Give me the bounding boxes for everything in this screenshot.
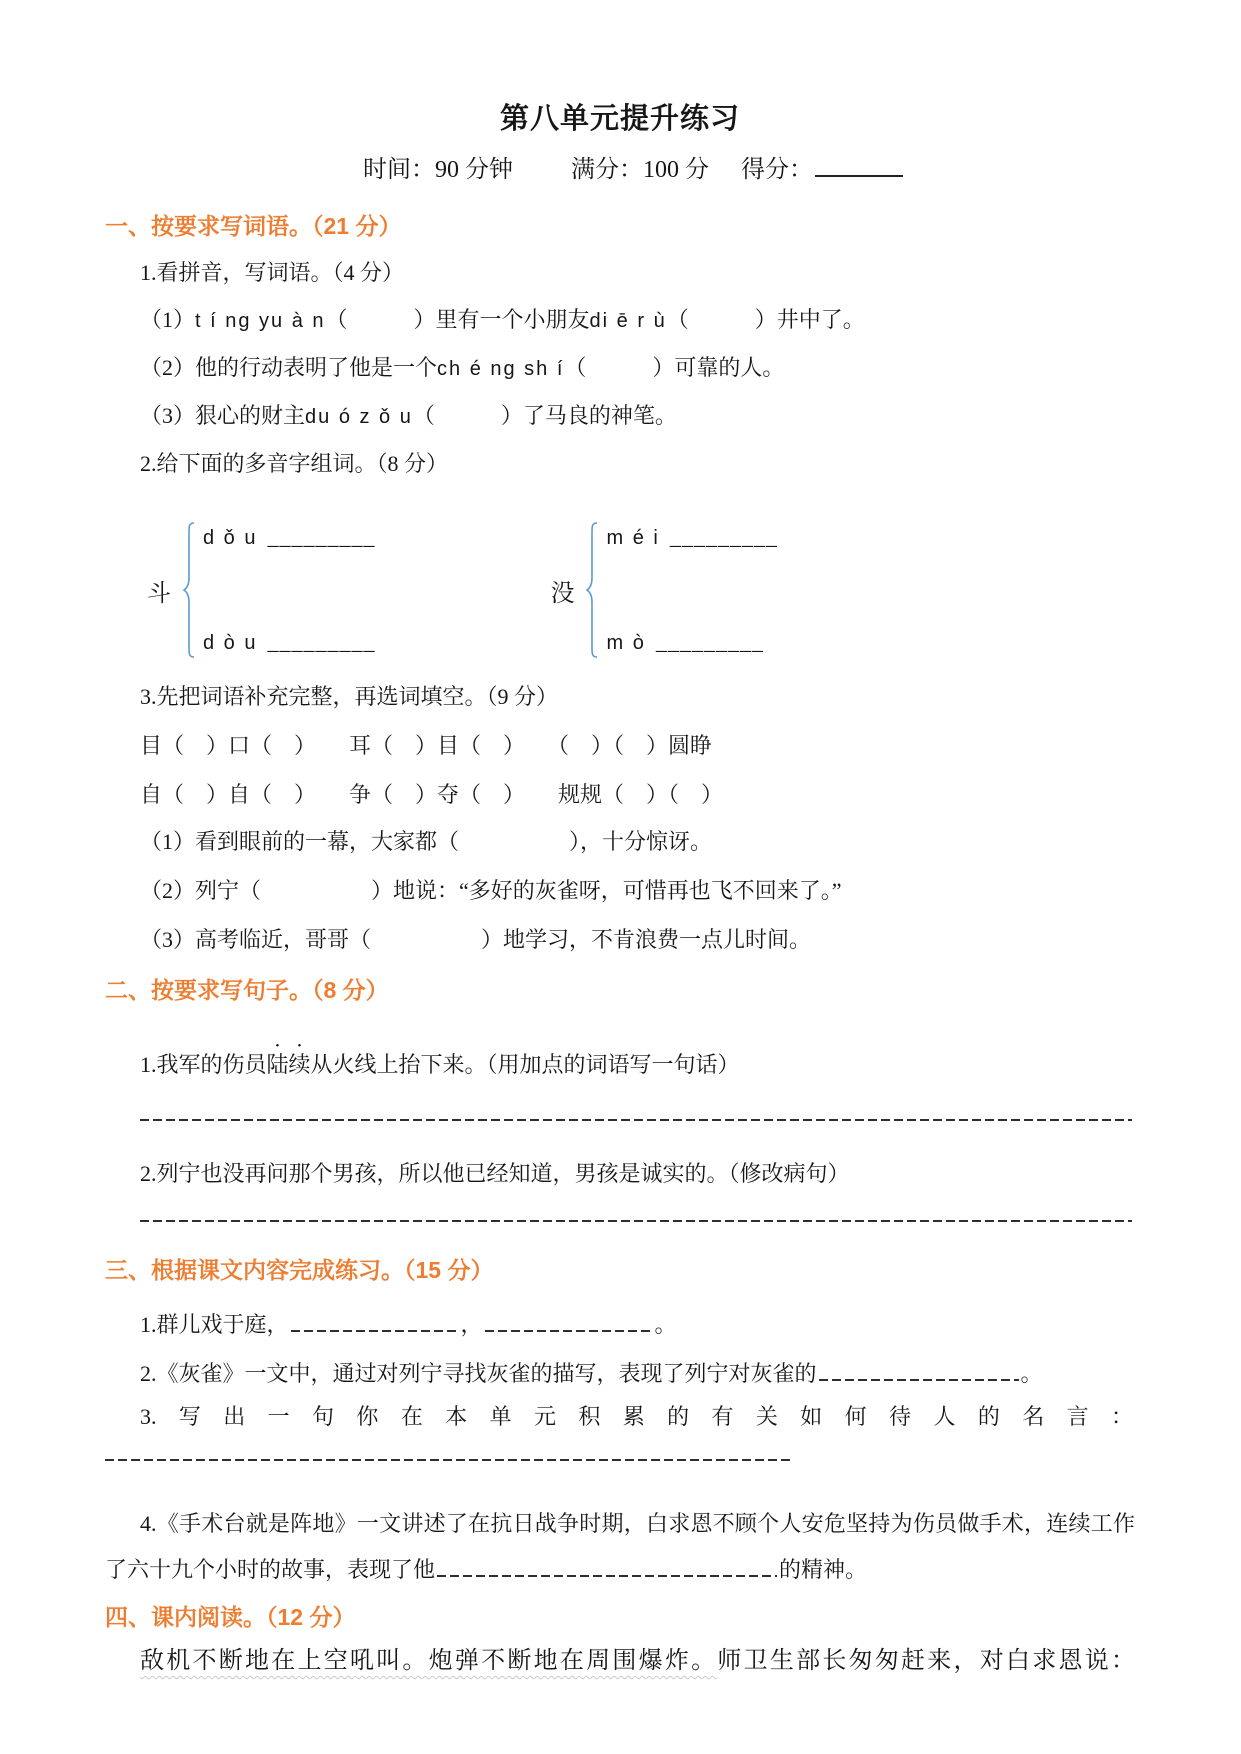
pinyin-run: di ē r ù bbox=[589, 310, 667, 332]
pinyin-run: du ó z ǒ u bbox=[305, 406, 413, 428]
question-1-2-title: 2.给下面的多音字组词。（8 分） bbox=[140, 451, 449, 476]
duoyin-char: 斗 bbox=[147, 580, 171, 607]
text-run: 4.《手术台就是阵地》一文讲述了在抗日战争时期，白求恩不顾个人安危坚持为伤员做手术，连续工作了六十九个小时的故事，表现了他 bbox=[105, 1511, 1135, 1582]
section-3-heading: 三、根据课文内容完成练习。（15 分） bbox=[105, 1257, 494, 1283]
page-title: 第八单元提升练习 bbox=[499, 103, 740, 135]
emphasized-word: 陆续 bbox=[266, 1052, 311, 1077]
pinyin-run: m ò bbox=[606, 632, 646, 654]
score-label: 得分： bbox=[741, 157, 813, 183]
text-run: （3）狠心的财主 bbox=[140, 403, 306, 428]
duoyin-answers bbox=[606, 524, 777, 656]
fill-blank bbox=[485, 1330, 653, 1332]
time-label: 时间：90 分钟 bbox=[363, 157, 513, 183]
text-run: 1.群儿戏于庭， bbox=[140, 1312, 289, 1337]
duoyin-row bbox=[203, 629, 375, 656]
curly-brace-icon bbox=[181, 520, 197, 660]
text-run: （ ）了马良的神笔。 bbox=[412, 403, 677, 428]
section-1-heading: 一、按要求写词语。（21 分） bbox=[105, 213, 402, 239]
question-1-1-title: 1.看拼音，写词语。（4 分） bbox=[140, 260, 405, 285]
answer-line bbox=[140, 1119, 1132, 1121]
answer-line bbox=[140, 1220, 1132, 1222]
text-run: 2.《灰雀》一文中，通过对列宁寻找灰雀的描写，表现了列宁对灰雀的 bbox=[140, 1361, 817, 1386]
section-3 bbox=[105, 1254, 1135, 1593]
section-1 bbox=[105, 210, 1135, 956]
text-run: （ ）井中了。 bbox=[666, 307, 865, 332]
page-header bbox=[105, 96, 1135, 184]
recite-question-4 bbox=[105, 1501, 1135, 1593]
text-run: （ ）里有一个小朋友 bbox=[325, 307, 590, 332]
text-run: 师卫生部长匆匆赶来，对白求恩说： bbox=[717, 1648, 1136, 1674]
sentence-task-1 bbox=[140, 1040, 1135, 1081]
text-run: （1） bbox=[140, 307, 196, 332]
pinyin-run: m é i bbox=[606, 527, 660, 549]
section-2-heading: 二、按要求写句子。（8 分） bbox=[105, 977, 389, 1003]
write-blank: _________ bbox=[267, 524, 376, 549]
pinyin-run: d ǒ u bbox=[203, 527, 258, 549]
text-run: ， bbox=[460, 1312, 483, 1337]
pinyin-item-2 bbox=[140, 351, 1135, 386]
curly-brace-icon bbox=[584, 520, 600, 660]
section-2 bbox=[105, 974, 1135, 1222]
word-completion-row: 目（ ）口（ ） 耳（ ）目（ ） （ ）（ ）圆睁 bbox=[140, 733, 713, 758]
duoyin-row bbox=[203, 524, 375, 551]
section-4 bbox=[105, 1601, 1135, 1679]
write-blank: _________ bbox=[669, 524, 778, 549]
pinyin-run: ch é ng sh í bbox=[437, 358, 565, 380]
text-run: （ ）可靠的人。 bbox=[564, 355, 785, 380]
text-run: 从火线上抬下来。（用加点的词语写一句话） bbox=[310, 1052, 740, 1077]
text-run: （2）他的行动表明了他是一个 bbox=[140, 355, 438, 380]
fill-sentence-1: （1）看到眼前的一幕，大家都（ ），十分惊讶。 bbox=[140, 829, 713, 854]
text-run: 1.我军的伤员 bbox=[140, 1052, 267, 1077]
reading-passage bbox=[105, 1643, 1135, 1679]
duoyin-group-mei bbox=[550, 520, 777, 660]
word-completion-row: 自（ ）自（ ） 争（ ）夺（ ） 规规（ ）（ ） bbox=[140, 782, 724, 807]
exam-meta-row bbox=[105, 149, 1135, 184]
fill-blank bbox=[819, 1379, 1019, 1381]
pinyin-run: t í ng yu à n bbox=[195, 310, 326, 332]
answer-line bbox=[105, 1459, 793, 1461]
text-run: 的精神。 bbox=[779, 1557, 868, 1582]
write-blank: _________ bbox=[267, 629, 376, 654]
text-run: 。 bbox=[654, 1312, 677, 1337]
text-run: 。 bbox=[1020, 1361, 1043, 1386]
write-blank: _________ bbox=[655, 629, 764, 654]
recite-question-3: 3.写出一句你在本单元积累的有关如何待人的名言： bbox=[140, 1404, 1133, 1429]
pinyin-item-3 bbox=[140, 399, 1135, 434]
full-score-label: 满分：100 分 bbox=[571, 157, 709, 183]
fill-sentence-2: （2）列宁（ ）地说：“多好的灰雀呀，可惜再也飞不回来了。” bbox=[140, 878, 842, 903]
question-1-3-title: 3.先把词语补充完整，再选词填空。（9 分） bbox=[140, 684, 559, 709]
duoyin-row bbox=[606, 524, 777, 551]
recite-question-2 bbox=[140, 1357, 1135, 1390]
sentence-task-2: 2.列宁也没再问那个男孩，所以他已经知道，男孩是诚实的。（修改病句） bbox=[140, 1161, 850, 1186]
pinyin-run: d ò u bbox=[203, 632, 258, 654]
underlined-sentences: 敌机不断地在上空吼叫。炮弹不断地在周围爆炸。 bbox=[140, 1648, 718, 1674]
score-blank-line bbox=[815, 175, 903, 177]
fill-blank bbox=[291, 1330, 459, 1332]
fill-blank bbox=[437, 1575, 777, 1577]
duoyin-char: 没 bbox=[550, 580, 575, 607]
duoyin-answers bbox=[203, 524, 375, 656]
fill-sentence-3: （3）高考临近，哥哥（ ）地学习，不肯浪费一点儿时间。 bbox=[140, 927, 812, 952]
section-4-heading: 四、课内阅读。（12 分） bbox=[105, 1604, 356, 1630]
duoyin-row bbox=[606, 629, 777, 656]
duoyin-group-dou bbox=[147, 520, 375, 660]
pinyin-item-1 bbox=[140, 303, 1135, 338]
duoyin-exercise bbox=[147, 520, 1135, 660]
recite-question-1 bbox=[140, 1308, 1135, 1341]
